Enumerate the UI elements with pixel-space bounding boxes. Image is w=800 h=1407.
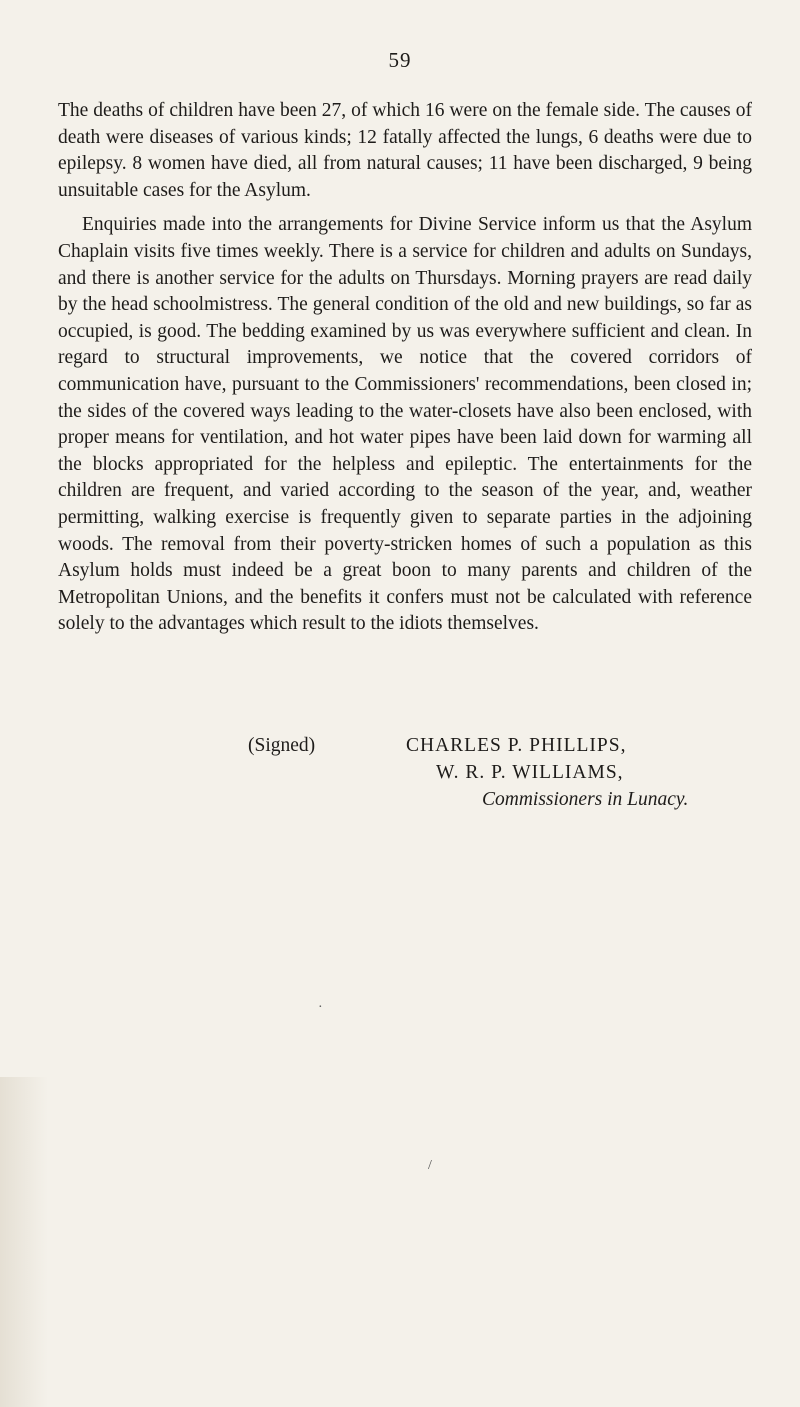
- signed-label: (Signed): [248, 735, 316, 756]
- page-edge-shadow: [0, 1077, 48, 1407]
- paper-speck: ·: [318, 1000, 323, 1015]
- signatory-name-2: W. R. P. WILLIAMS,: [436, 762, 624, 783]
- signature-block: [0, 732, 800, 813]
- body-text: [58, 98, 752, 638]
- page-number: 59: [388, 48, 412, 72]
- signatory-name-1: CHARLES P. PHILLIPS,: [406, 735, 627, 756]
- paragraph-enquiries: Enquiries made into the arrangements for Divine Service inform us that the Asylum Chaplain visits five times weekly. There is a service for children and adults on Sundays, and there is another service for the adults on Thursdays. Morning prayers are read daily by the head schoolmistress. The general condition of the old and new buildings, so far as occupied, is good. The bedding examined by us was everywhere sufficient and clean. In regard to structural improvements, we notice that the covered corridors of communication have, pursuant to the Commissioners' recommendations, been closed in; the sides of the covered ways leading to the water-closets have also been enclosed, with proper means for ventilation, and hot water pipes have been laid down for warming all the blocks appropriated for the helpless and epileptic. The entertainments for the children are frequent, and varied according to the season of the year, and, weather permitting, walking exercise is frequently given to separate parties in the adjoining woods. The removal from their poverty-stricken homes of such a population as this Asylum holds must indeed be a great boon to many parents and children of the Metropolitan Unions, and the benefits it confers must not be calculated with reference solely to the advantages which result to the idiots themselves.: [58, 214, 752, 635]
- paper-mark: /: [428, 1158, 432, 1173]
- signatory-title: Commissioners in Lunacy.: [482, 789, 689, 810]
- paragraph-deaths: The deaths of children have been 27, of which 16 were on the female side. The causes of death were diseases of various kinds; 12 fatally affected the lungs, 6 deaths were due to epilepsy. 8 women have died, all from natural causes; 11 have been discharged, 9 being unsuitable cases for the Asylum.: [58, 100, 752, 201]
